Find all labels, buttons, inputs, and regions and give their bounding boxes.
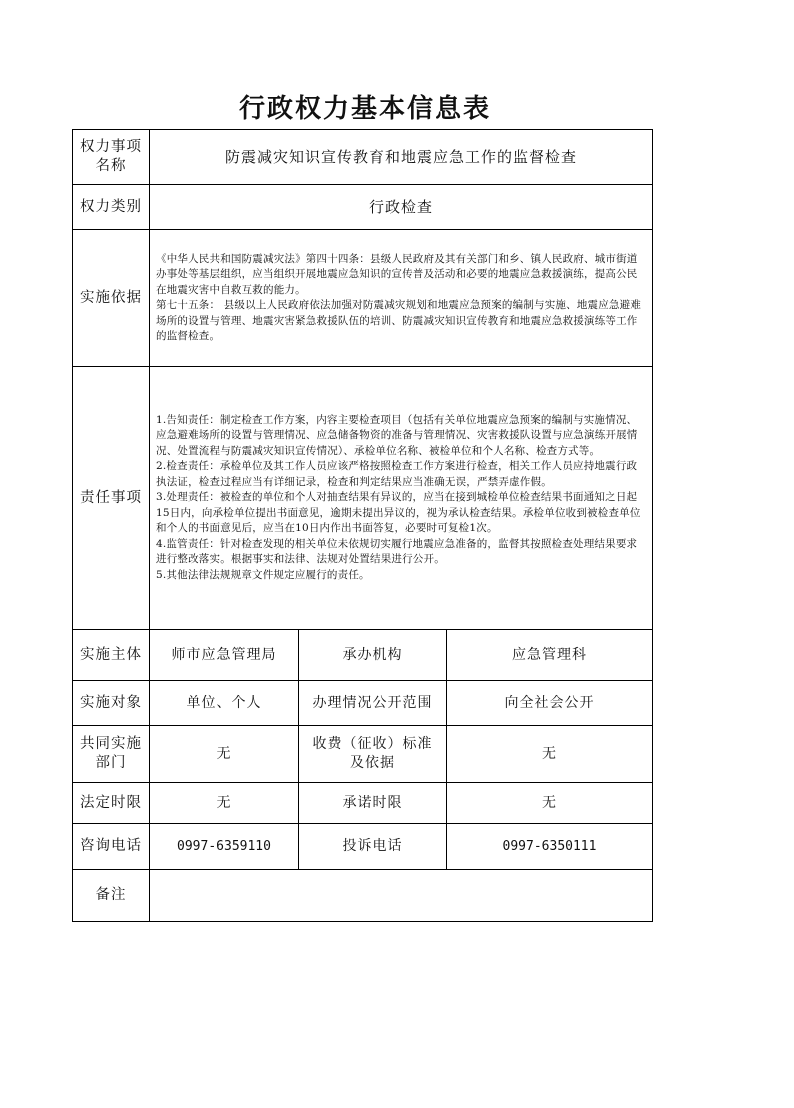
category-label: 权力类别 — [73, 185, 150, 230]
row-phone — [73, 824, 653, 870]
row-target — [73, 681, 653, 726]
promise-label: 承诺时限 — [299, 783, 447, 824]
fee-value: 无 — [447, 726, 653, 783]
disclosure-value: 向全社会公开 — [447, 681, 653, 726]
deadline-value: 无 — [150, 783, 299, 824]
category-value: 行政检查 — [150, 185, 653, 230]
row-basis — [73, 230, 653, 367]
duty-text: 1.告知责任：制定检查工作方案，内容主要检查项目（包括有关单位地震应急预案的编制与实施情况、应急避难场所的设置与管理情况、应急储备物资的准备与管理情况、灾害救援队设置与应急演练开展情况、处置流程与防震减灾知识宣传情况）、承检单位名称、被检单位和个人名称、检查方式等。 2.检查责任：承检单位及其工作人员应该严格按照检查工作方案进行检查，相关工作人员应持地震行政执法证，检查过程应当有详细记录，检查和判定结果应当准确无误，严禁弄虚作假。 3.处理责任：被检查的单位和个人对抽查结果有异议的，应当在接到城检单位检查结果书面通知之日起15日内，向承检单位提出书面意见，逾期未提出异议的，视为承认检查结果。承检单位收到被检查单位和个人的书面意见后，应当在10日内作出书面答复，必要时可复检1次。 4.监管责任：针对检查发现的相关单位未依规切实履行地震应急准备的，监督其按照检查处理结果要求进行整改落实。根据事实和法律、法规对处置结果进行公开。 5.其他法律法规规章文件规定应履行的责任。 — [150, 367, 653, 630]
row-name — [73, 130, 653, 185]
row-subject — [73, 630, 653, 681]
row-deadline — [73, 783, 653, 824]
consult-phone-value: 0997-6359110 — [150, 824, 299, 870]
duty-label: 责任事项 — [73, 367, 150, 630]
basis-text: 《中华人民共和国防震减灾法》第四十四条：县级人民政府及其有关部门和乡、镇人民政府、城市街道办事处等基层组织，应当组织开展地震应急知识的宣传普及活动和必要的地震应急救援演练，提高公民在地震灾害中自救互救的能力。 第七十五条： 县级以上人民政府依法加强对防震减灾规划和地震应急预案的编制与实施、地震应急避难场所的设置与管理、地震灾害紧急救援队伍的培训、防震减灾知识宣传教育和地震应急救援演练等工作的监督检查。 — [150, 230, 653, 367]
note-label: 备注 — [73, 870, 150, 922]
agency-label: 承办机构 — [299, 630, 447, 681]
name-value: 防震减灾知识宣传教育和地震应急工作的监督检查 — [150, 130, 653, 185]
agency-value: 应急管理科 — [447, 630, 653, 681]
promise-value: 无 — [447, 783, 653, 824]
consult-phone-label: 咨询电话 — [73, 824, 150, 870]
row-category — [73, 185, 653, 230]
joint-value: 无 — [150, 726, 299, 783]
row-duty — [73, 367, 653, 630]
joint-label: 共同实施 部门 — [73, 726, 150, 783]
target-label: 实施对象 — [73, 681, 150, 726]
name-label: 权力事项 名称 — [73, 130, 150, 185]
complaint-phone-label: 投诉电话 — [299, 824, 447, 870]
deadline-label: 法定时限 — [73, 783, 150, 824]
subject-label: 实施主体 — [73, 630, 150, 681]
basis-label: 实施依据 — [73, 230, 150, 367]
complaint-phone-value: 0997-6350111 — [447, 824, 653, 870]
fee-label: 收费（征收）标准 及依据 — [299, 726, 447, 783]
subject-value: 师市应急管理局 — [150, 630, 299, 681]
disclosure-label: 办理情况公开范围 — [299, 681, 447, 726]
info-table — [72, 129, 653, 922]
note-value — [150, 870, 653, 922]
target-value: 单位、个人 — [150, 681, 299, 726]
row-note — [73, 870, 653, 922]
page-title: 行政权力基本信息表 — [238, 94, 491, 124]
row-joint — [73, 726, 653, 783]
